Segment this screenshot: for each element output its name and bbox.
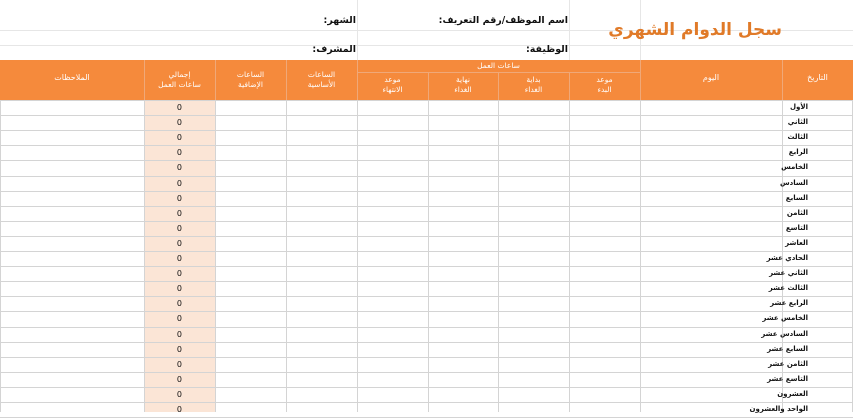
basic-hours-cell[interactable]	[287, 267, 357, 280]
day-cell: الواحد والعشرون	[749, 405, 808, 413]
table-row	[0, 115, 853, 130]
start-time-cell[interactable]	[570, 403, 640, 416]
start-time-cell[interactable]	[570, 101, 640, 114]
lunch-end-cell[interactable]	[429, 403, 498, 416]
day-cell: الخامس	[781, 163, 808, 172]
table-row	[0, 327, 853, 342]
total-hours-cell: 0	[176, 284, 182, 294]
table-row	[0, 402, 853, 417]
basic-hours-cell[interactable]	[287, 252, 357, 265]
day-cell: الخامس عشر	[762, 314, 808, 323]
end-time-cell[interactable]	[358, 116, 428, 129]
date-cell[interactable]	[783, 146, 853, 159]
start-time-cell[interactable]	[570, 237, 640, 250]
day-cell: الرابع عشر	[770, 299, 808, 308]
notes-cell[interactable]	[1, 388, 144, 401]
supervisor-label: المشرف:	[312, 44, 356, 55]
col-header-lunch-end-line1: نهاية	[456, 75, 470, 84]
total-hours-cell: 0	[176, 103, 182, 112]
table-row	[0, 145, 853, 160]
end-time-cell[interactable]	[358, 161, 428, 174]
basic-hours-cell[interactable]	[287, 388, 357, 401]
day-cell: العاشر	[785, 238, 808, 247]
table-row	[0, 221, 853, 236]
start-time-cell[interactable]	[570, 312, 640, 325]
notes-cell[interactable]	[1, 312, 144, 325]
notes-cell[interactable]	[1, 161, 144, 174]
lunch-start-cell[interactable]	[499, 101, 569, 114]
day-cell: الثامن	[786, 208, 808, 217]
basic-hours-cell[interactable]	[287, 116, 357, 129]
end-time-cell[interactable]	[358, 282, 428, 295]
lunch-start-cell[interactable]	[499, 403, 569, 416]
overtime-cell[interactable]	[216, 373, 286, 386]
lunch-end-cell[interactable]	[429, 237, 498, 250]
header-divider	[215, 60, 216, 100]
overtime-cell[interactable]	[216, 328, 286, 341]
total-hours-cell: 0	[176, 329, 182, 339]
date-cell[interactable]	[783, 207, 853, 220]
end-time-cell[interactable]	[358, 146, 428, 159]
end-time-cell[interactable]	[358, 297, 428, 310]
total-hours-cell: 0	[176, 208, 182, 218]
lunch-end-cell[interactable]	[429, 297, 498, 310]
lunch-start-cell[interactable]	[499, 252, 569, 265]
col-header-basic-hours-line2: الأساسية	[307, 80, 336, 89]
total-hours-cell: 0	[176, 163, 182, 173]
lunch-end-cell[interactable]	[429, 252, 498, 265]
notes-cell[interactable]	[1, 328, 144, 341]
col-header-notes: الملاحظات	[54, 73, 90, 82]
notes-cell[interactable]	[1, 177, 144, 190]
table-row	[0, 176, 853, 191]
lunch-start-cell[interactable]	[499, 282, 569, 295]
date-cell[interactable]	[783, 237, 853, 250]
end-time-cell[interactable]	[358, 101, 428, 114]
start-time-cell[interactable]	[570, 358, 640, 371]
basic-hours-cell[interactable]	[287, 146, 357, 159]
table-row	[0, 100, 853, 115]
lunch-start-cell[interactable]	[499, 388, 569, 401]
col-header-lunch-start-line2: الغداء	[524, 85, 543, 94]
overtime-cell[interactable]	[216, 282, 286, 295]
month-field[interactable]	[0, 14, 300, 28]
lunch-start-cell[interactable]	[499, 297, 569, 310]
date-cell[interactable]	[783, 222, 853, 235]
lunch-end-cell[interactable]	[429, 161, 498, 174]
table-row	[0, 236, 853, 251]
overtime-cell[interactable]	[216, 222, 286, 235]
end-time-cell[interactable]	[358, 222, 428, 235]
end-time-cell[interactable]	[358, 373, 428, 386]
table-row	[0, 130, 853, 145]
col-header-day: اليوم	[702, 73, 720, 82]
total-hours-cell: 0	[176, 405, 182, 414]
day-cell: الأول	[789, 103, 808, 111]
total-hours-cell: 0	[176, 269, 182, 279]
end-time-cell[interactable]	[358, 328, 428, 341]
overtime-cell[interactable]	[216, 252, 286, 265]
col-header-basic-hours-line1: الساعات	[307, 70, 336, 79]
table-row	[0, 206, 853, 221]
notes-cell[interactable]	[1, 131, 144, 144]
lunch-end-cell[interactable]	[429, 177, 498, 190]
start-time-cell[interactable]	[570, 328, 640, 341]
end-time-cell[interactable]	[358, 237, 428, 250]
total-hours-cell: 0	[176, 223, 182, 233]
notes-cell[interactable]	[1, 146, 144, 159]
overtime-cell[interactable]	[216, 312, 286, 325]
overtime-cell[interactable]	[216, 358, 286, 371]
date-cell[interactable]	[783, 116, 853, 129]
notes-cell[interactable]	[1, 116, 144, 129]
job-label: الوظيفة:	[525, 44, 568, 55]
date-cell[interactable]	[783, 312, 853, 325]
basic-hours-cell[interactable]	[287, 403, 357, 416]
day-cell: الثالث	[787, 133, 808, 142]
date-cell[interactable]	[783, 177, 853, 190]
basic-hours-cell[interactable]	[287, 161, 357, 174]
form-gridline	[569, 0, 570, 60]
lunch-start-cell[interactable]	[499, 131, 569, 144]
table-row	[0, 372, 853, 387]
basic-hours-cell[interactable]	[287, 192, 357, 205]
start-time-cell[interactable]	[570, 146, 640, 159]
overtime-cell[interactable]	[216, 267, 286, 280]
start-time-cell[interactable]	[570, 116, 640, 129]
end-time-cell[interactable]	[358, 252, 428, 265]
basic-hours-cell[interactable]	[287, 373, 357, 386]
lunch-end-cell[interactable]	[429, 282, 498, 295]
date-cell[interactable]	[783, 252, 853, 265]
total-hours-cell: 0	[176, 254, 182, 263]
basic-hours-cell[interactable]	[287, 177, 357, 190]
notes-cell[interactable]	[1, 343, 144, 356]
header-divider	[286, 60, 287, 100]
start-time-cell[interactable]	[570, 161, 640, 174]
total-hours-cell: 0	[176, 344, 182, 354]
date-cell[interactable]	[783, 388, 853, 401]
header-divider	[144, 60, 145, 100]
start-time-cell[interactable]	[570, 222, 640, 235]
lunch-end-cell[interactable]	[429, 116, 498, 129]
start-time-cell[interactable]	[570, 192, 640, 205]
end-time-cell[interactable]	[358, 177, 428, 190]
notes-cell[interactable]	[1, 222, 144, 235]
notes-cell[interactable]	[1, 403, 144, 416]
lunch-end-cell[interactable]	[429, 373, 498, 386]
day-cell: الثالث عشر	[768, 284, 808, 293]
col-header-work-hours: ساعات العمل	[477, 61, 520, 70]
notes-cell[interactable]	[1, 192, 144, 205]
col-header-total-hours-line2: ساعات العمل	[158, 80, 201, 89]
overtime-cell[interactable]	[216, 237, 286, 250]
month-label: الشهر:	[323, 15, 356, 26]
day-cell: الثامن عشر	[768, 359, 808, 368]
table-row	[0, 160, 853, 175]
date-cell[interactable]	[783, 282, 853, 295]
end-time-cell[interactable]	[358, 312, 428, 325]
basic-hours-cell[interactable]	[287, 237, 357, 250]
day-cell: السابع	[785, 193, 808, 202]
date-cell[interactable]	[783, 267, 853, 280]
table-row	[0, 296, 853, 311]
lunch-start-cell[interactable]	[499, 267, 569, 280]
lunch-start-cell[interactable]	[499, 373, 569, 386]
employee-id-field[interactable]	[358, 14, 508, 28]
basic-hours-cell[interactable]	[287, 343, 357, 356]
col-header-end-time-line1: موعد	[384, 75, 401, 84]
day-cell: الثاني عشر	[769, 269, 808, 278]
basic-hours-cell[interactable]	[287, 207, 357, 220]
day-cell: السادس	[779, 178, 808, 187]
table-row	[0, 387, 853, 402]
overtime-cell[interactable]	[216, 146, 286, 159]
overtime-cell[interactable]	[216, 343, 286, 356]
overtime-cell[interactable]	[216, 403, 286, 416]
day-cell: الحادي عشر	[766, 254, 808, 262]
lunch-start-cell[interactable]	[499, 237, 569, 250]
basic-hours-cell[interactable]	[287, 297, 357, 310]
start-time-cell[interactable]	[570, 282, 640, 295]
end-time-cell[interactable]	[358, 267, 428, 280]
table-row	[0, 266, 853, 281]
start-time-cell[interactable]	[570, 177, 640, 190]
col-header-start-time-line2: البدء	[597, 85, 612, 94]
notes-cell[interactable]	[1, 267, 144, 280]
table-row	[0, 311, 853, 326]
notes-cell[interactable]	[1, 297, 144, 310]
end-time-cell[interactable]	[358, 403, 428, 416]
start-time-cell[interactable]	[570, 373, 640, 386]
lunch-start-cell[interactable]	[499, 328, 569, 341]
lunch-start-cell[interactable]	[499, 177, 569, 190]
basic-hours-cell[interactable]	[287, 131, 357, 144]
lunch-end-cell[interactable]	[429, 192, 498, 205]
start-time-cell[interactable]	[570, 297, 640, 310]
total-hours-cell: 0	[176, 193, 182, 203]
date-cell[interactable]	[783, 373, 853, 386]
basic-hours-cell[interactable]	[287, 282, 357, 295]
start-time-cell[interactable]	[570, 388, 640, 401]
start-time-cell[interactable]	[570, 207, 640, 220]
lunch-start-cell[interactable]	[499, 358, 569, 371]
lunch-start-cell[interactable]	[499, 161, 569, 174]
lunch-end-cell[interactable]	[429, 312, 498, 325]
lunch-start-cell[interactable]	[499, 207, 569, 220]
basic-hours-cell[interactable]	[287, 101, 357, 114]
overtime-cell[interactable]	[216, 177, 286, 190]
basic-hours-cell[interactable]	[287, 328, 357, 341]
lunch-end-cell[interactable]	[429, 101, 498, 114]
lunch-end-cell[interactable]	[429, 207, 498, 220]
header-divider	[357, 72, 640, 73]
total-hours-cell: 0	[176, 314, 182, 324]
col-header-date: التاريخ	[807, 73, 828, 82]
table-row	[0, 342, 853, 357]
table-row	[0, 281, 853, 296]
supervisor-field[interactable]	[0, 43, 300, 57]
notes-cell[interactable]	[1, 101, 144, 114]
total-hours-cell: 0	[176, 148, 182, 158]
lunch-end-cell[interactable]	[429, 358, 498, 371]
date-cell[interactable]	[783, 131, 853, 144]
table-row	[0, 251, 853, 266]
total-hours-cell: 0	[176, 359, 182, 369]
job-field[interactable]	[358, 43, 508, 57]
lunch-end-cell[interactable]	[429, 131, 498, 144]
end-time-cell[interactable]	[358, 131, 428, 144]
lunch-end-cell[interactable]	[429, 146, 498, 159]
col-header-start-time-line1: موعد	[596, 75, 613, 84]
col-header-lunch-start-line1: بداية	[526, 75, 541, 84]
lunch-end-cell[interactable]	[429, 388, 498, 401]
overtime-cell[interactable]	[216, 116, 286, 129]
lunch-start-cell[interactable]	[499, 116, 569, 129]
lunch-end-cell[interactable]	[429, 328, 498, 341]
date-cell[interactable]	[783, 101, 853, 114]
date-cell[interactable]	[783, 328, 853, 341]
basic-hours-cell[interactable]	[287, 222, 357, 235]
overtime-cell[interactable]	[216, 131, 286, 144]
col-header-lunch-end-line2: الغداء	[454, 85, 472, 94]
sheet-title: سجل الدوام الشهري	[608, 20, 782, 40]
notes-cell[interactable]	[1, 282, 144, 295]
day-cell: السادس عشر	[761, 329, 808, 338]
table-row	[0, 191, 853, 206]
day-cell: الثاني	[787, 118, 808, 127]
notes-cell[interactable]	[1, 358, 144, 371]
total-hours-cell: 0	[176, 178, 182, 188]
start-time-cell[interactable]	[570, 343, 640, 356]
col-header-overtime-hours-line1: الساعات	[236, 70, 265, 79]
table-row	[0, 357, 853, 372]
total-hours-cell: 0	[176, 299, 182, 309]
col-header-overtime-hours-line2: الإضافية	[238, 80, 263, 89]
end-time-cell[interactable]	[358, 207, 428, 220]
date-cell[interactable]	[783, 297, 853, 310]
notes-cell[interactable]	[1, 237, 144, 250]
start-time-cell[interactable]	[570, 131, 640, 144]
date-cell[interactable]	[783, 343, 853, 356]
overtime-cell[interactable]	[216, 388, 286, 401]
lunch-start-cell[interactable]	[499, 146, 569, 159]
lunch-start-cell[interactable]	[499, 222, 569, 235]
total-hours-cell: 0	[176, 133, 182, 143]
date-cell[interactable]	[783, 358, 853, 371]
lunch-end-cell[interactable]	[429, 267, 498, 280]
end-time-cell[interactable]	[358, 192, 428, 205]
overtime-cell[interactable]	[216, 161, 286, 174]
notes-cell[interactable]	[1, 373, 144, 386]
end-time-cell[interactable]	[358, 343, 428, 356]
date-cell[interactable]	[783, 192, 853, 205]
start-time-cell[interactable]	[570, 252, 640, 265]
total-hours-cell: 0	[176, 118, 182, 128]
lunch-end-cell[interactable]	[429, 222, 498, 235]
end-time-cell[interactable]	[358, 358, 428, 371]
lunch-start-cell[interactable]	[499, 312, 569, 325]
date-cell[interactable]	[783, 161, 853, 174]
notes-cell[interactable]	[1, 252, 144, 265]
day-cell: التاسع عشر	[767, 374, 808, 383]
lunch-start-cell[interactable]	[499, 192, 569, 205]
notes-cell[interactable]	[1, 207, 144, 220]
col-header-total-hours-line1: إجمالي	[168, 70, 191, 79]
day-cell: السابع عشر	[767, 344, 808, 353]
day-cell: التاسع	[785, 223, 808, 232]
overtime-cell[interactable]	[216, 192, 286, 205]
employee-id-label: اسم الموظف/رقم التعريف:	[438, 15, 568, 26]
basic-hours-cell[interactable]	[287, 358, 357, 371]
date-cell[interactable]	[783, 403, 853, 416]
lunch-start-cell[interactable]	[499, 343, 569, 356]
end-time-cell[interactable]	[358, 388, 428, 401]
start-time-cell[interactable]	[570, 267, 640, 280]
col-header-end-time-line2: الانتهاء	[382, 85, 403, 94]
overtime-cell[interactable]	[216, 297, 286, 310]
total-hours-cell: 0	[176, 238, 182, 248]
overtime-cell[interactable]	[216, 101, 286, 114]
total-hours-cell: 0	[176, 374, 182, 384]
total-hours-cell: 0	[176, 389, 182, 399]
lunch-end-cell[interactable]	[429, 343, 498, 356]
day-cell: الرابع	[788, 148, 808, 157]
basic-hours-cell[interactable]	[287, 312, 357, 325]
overtime-cell[interactable]	[216, 207, 286, 220]
day-cell: العشرون	[777, 389, 808, 398]
